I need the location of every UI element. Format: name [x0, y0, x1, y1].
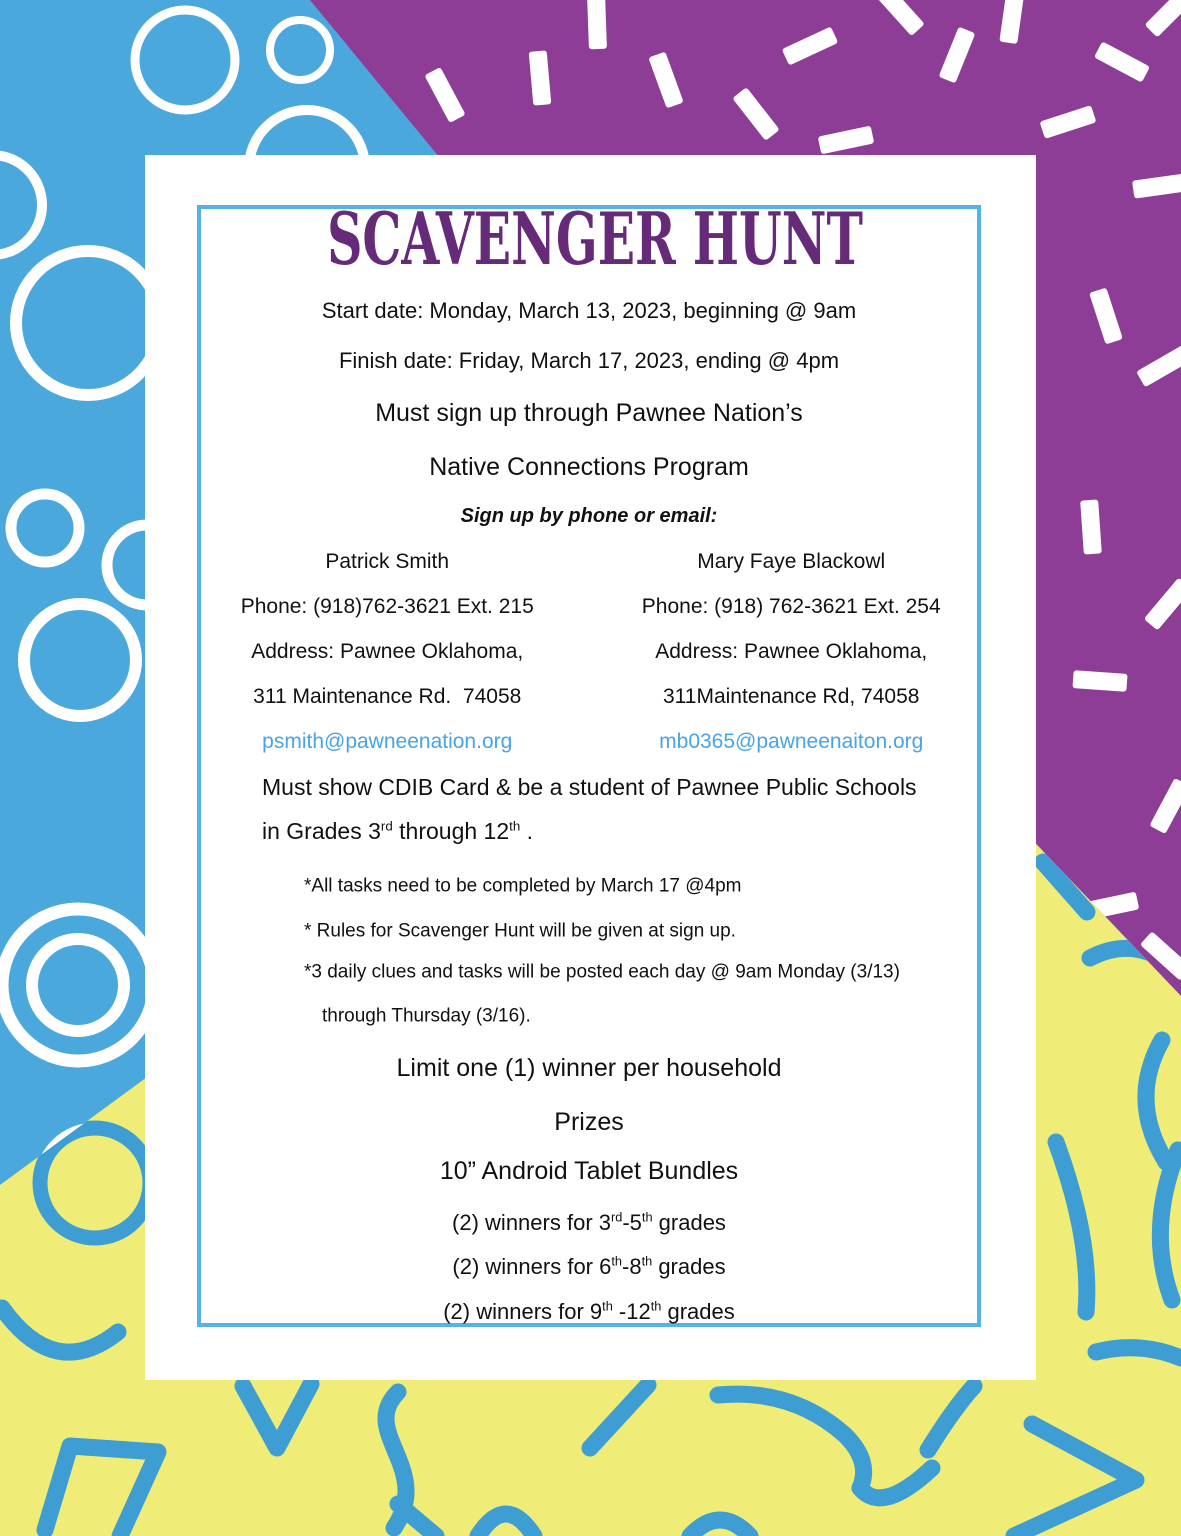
winners-line-3: (2) winners for 9th -12th grades [443, 1298, 735, 1324]
contact-address-line1: Address: Pawnee Oklahoma, [251, 640, 524, 663]
prizes-heading: Prizes [554, 1108, 624, 1136]
contact-address-line1: Address: Pawnee Oklahoma, [655, 640, 928, 663]
contact-phone: Phone: (918)762-3621 Ext. 215 [240, 595, 534, 618]
flyer-border-frame [197, 195, 981, 1327]
contact-name: Patrick Smith [325, 550, 450, 573]
contact-card-left [201, 539, 573, 769]
contact-phone: Phone: (918) 762-3621 Ext. 254 [641, 595, 941, 618]
contact-name: Mary Faye Blackowl [697, 550, 886, 573]
note-daily-clues: *3 daily clues and tasks will be posted each day @ 9am Monday (3/13) [304, 961, 900, 983]
finish-date-line: Finish date: Friday, March 17, 2023, ending @ 4pm [338, 347, 840, 373]
signup-line-1: Must sign up through Pawnee Nation’s [375, 399, 803, 427]
limit-line: Limit one (1) winner per household [396, 1054, 782, 1082]
contact-address-line2: 311Maintenance Rd, 74058 [662, 685, 920, 708]
start-date-line: Start date: Monday, March 13, 2023, beginning @ 9am [321, 297, 857, 323]
signup-instruction: Sign up by phone or email: [460, 505, 718, 527]
note-tasks-deadline: *All tasks need to be completed by March 17 @4pm [304, 875, 742, 897]
eligibility-line-2: in Grades 3rd through 12th . [262, 818, 534, 845]
note-daily-clues-cont: through Thursday (3/16). [322, 1005, 531, 1027]
page-title: SCAVENGER HUNT [327, 195, 863, 281]
contacts-section [201, 539, 977, 769]
contact-email: psmith@pawneenation.org [262, 730, 513, 753]
contact-email: mb0365@pawneenaiton.org [659, 730, 924, 753]
eligibility-line-1: Must show CDIB Card & be a student of Pawnee Public Schools [262, 774, 917, 801]
contact-card-right [589, 539, 993, 769]
signup-line-2: Native Connections Program [429, 453, 749, 481]
winners-line-2: (2) winners for 6th-8th grades [452, 1253, 726, 1279]
note-rules: * Rules for Scavenger Hunt will be given at sign up. [304, 920, 736, 942]
contact-address-line2: 311 Maintenance Rd. 74058 [253, 685, 522, 708]
flyer-card [145, 155, 1036, 1380]
winners-line-1: (2) winners for 3rd-5th grades [452, 1209, 726, 1235]
prize-item: 10” Android Tablet Bundles [439, 1157, 739, 1185]
